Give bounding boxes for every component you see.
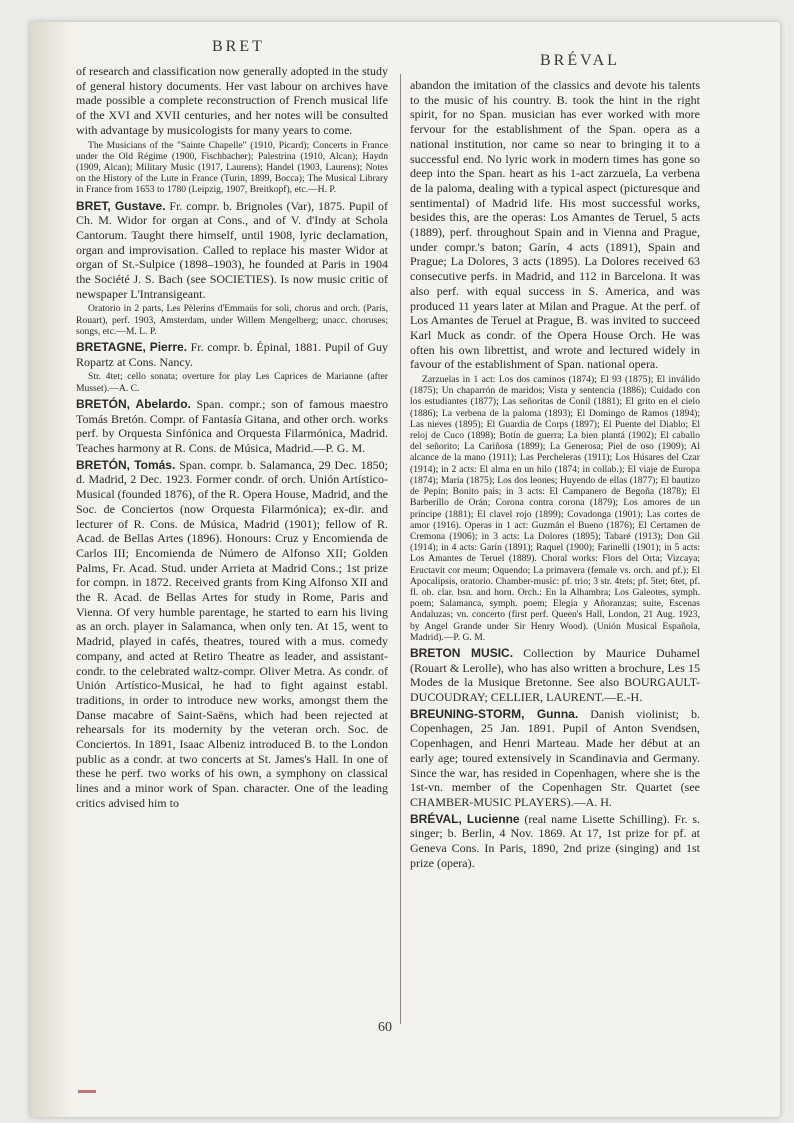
left-column — [76, 64, 388, 813]
entry-text: Span. compr.; son of famous maestro Tomás Bretón. Compr. of Fantasía Gitana, and other orch. works perf. by Orquesta Sinfónica and Orquesta Filarmónica, Madrid. Teaches harmony at R. Cons. de Música, Madrid.—P. G. M. — [76, 396, 388, 455]
page-mark — [78, 1090, 96, 1093]
entry-breton-tomas — [76, 458, 388, 811]
entry-text: Danish violinist; b. Copenhagen, 25 Jan. 1891. Pupil of Anton Svendsen, Copenhagen, and Henri Marteau. Made her début at an early age; toured extensively in Scandinavia and Germany. Since the war, has resided in Copenhagen, where she is the 1st-vn. member of the Copenhagen Str. Quartet (see CHAMBER-MUSIC PLAYERS).—A. H. — [410, 706, 700, 809]
headword: BRET, Gustave. — [76, 198, 166, 213]
entry-breton-music — [410, 646, 700, 705]
headword: BRETÓN, Tomás. — [76, 457, 176, 472]
paragraph: of research and classification now generally adopted in the study of general history documents. Her vast labour on archives have made possible a complete reconstruction of French musical life of the XVI and XVII centuries, and her notes will be consulted with advantage by musicologists for many years to come. — [76, 64, 388, 137]
headword: BREUNING-STORM, Gunna. — [410, 706, 579, 721]
headword: BRETON MUSIC. — [410, 645, 514, 660]
entry-text: Fr. compr. b. Brignoles (Var), 1875. Pupil of Ch. M. Widor for organ at Cons., and of V. d'Indy at Schola Cantorum. Taught there himself, until 1908, lyric declamation, organ and improvisation. Called to replace his master Widor at organ of St.-Sulpice (1898–1903), he founded at Paris in 1904 the Société J. S. Bach (see SOCIETIES). Is now music critic of newspaper L'Intransigeant. — [76, 198, 388, 301]
column-rule — [400, 74, 401, 1024]
entry-breval — [410, 812, 700, 871]
page-gutter — [30, 22, 74, 1117]
headword: BRETÓN, Abelardo. — [76, 396, 191, 411]
headword: BRÉVAL, Lucienne — [410, 811, 520, 826]
entry-bretagne — [76, 340, 388, 369]
entry-breton-abelardo — [76, 397, 388, 456]
page-number: 60 — [378, 1020, 392, 1035]
works-list: Zarzuelas in 1 act: Los dos caminos (1874); El 93 (1875); El inválido (1875); Un chaparrón de maridos; Vista y sentencia (1886); Cuidado con los estudiantes (1877); Las señoritas de Conil (1881); El grito en el cielo (1886); La verbena de la paloma (1893); El Domingo de Ramos (1894); Las nieves (1895); El Guardia de Corps (1897); El Puente del Diablo; El reloj de Cuco (1898); Botín de guerra; La bien plantá (1902); El caballo del señorito; La Cariñosa (1899); La Generosa; Piel de oso (1909); Al alcance de la mano (1911); Las Percheleras (1911); Los Húsares del Czar (1914); in 2 acts: El alma en un hilo (1874; in collab.); El viaje de Europa (1874); María (1875); Los dos leones; Huyendo de ellas (1877); El bautizo de Pepín; Bonito país; in 3 acts: El Campanero de Begoña (1878); El Barberillo de Orán; Corona contra corona (1879); Los amores de un príncipe (1881); El clavel rojo (1899); Covadonga (1901); Las cortes de amor (1916). Operas in 1 act: Guzmán el Bueno (1876); El Certamen de Cremona (1906); in 3 acts: La Dolores (1895); Tabaré (1913); Don Gil (1914); in 4 acts: Garín (1891); Raquel (1900); Farinelli (1901); in 5 acts: Los Amantes de Teruel (1889). Choral works: Flors del Orta; Vizcaya; Eructavit cor meum; Oquendo; La primavera (female vs. orch. and pf.); El Apocalipsis, oratorio. Chamber-music: pf. trio; 3 str. 4tets; pf. 5tet; 6tet, pf. fl. ob. clar. bsn. and horn. Orch.: En la Alhambra; Los Galeotes, symph. poem; Salamanca, symph. poem; Elegía y Añoranzas; suite, Escenas Andaluzas; vn. concerto (first perf. Queen's Hall, London, 21 Aug. 1923, by Angel Grande under Sir Henry Wood). (Unión Musical Española, Madrid).—P. G. M. — [410, 374, 700, 643]
running-head-left: BRET — [212, 38, 265, 55]
works-list: Oratorio in 2 parts, Les Pèlerins d'Emmaüs for soli, chorus and orch. (Paris, Rouart), perf. 1903, Amsterdam, under Willem Mengelberg; unacc. choruses; songs, etc.—M. L. P. — [76, 303, 388, 337]
entry-text: Fr. compr. b. Épinal, 1881. Pupil of Guy Ropartz at Cons. Nancy. — [76, 340, 388, 369]
entry-breuning-storm — [410, 707, 700, 810]
works-list: Str. 4tet; cello sonata; overture for play Les Caprices de Marianne (after Musset).—A. C. — [76, 371, 388, 394]
headword: BRETAGNE, Pierre. — [76, 340, 188, 355]
entry-bret-gustave — [76, 199, 388, 302]
entry-text: Collection by Maurice Duhamel (Rouart & Lerolle), who has also written a brochure, Les 15 Modes de la Musique Bretonne. See also BOURGAULT-DUCOUDRAY; CELLIER, LAURENT.—E.-H. — [410, 645, 700, 705]
running-head-right: BRÉVAL — [540, 52, 620, 69]
right-column — [410, 78, 700, 872]
entry-text: Span. compr. b. Salamanca, 29 Dec. 1850; d. Madrid, 2 Dec. 1923. Former condr. of orch. Unión Artístico-Musical (founded 1876), of the R. Opera House, Madrid, and the Soc. de Conciertos (now Orquesta Filarmónica); ex-dir. and lecturer of R. Cons. de Música, Madrid (1901); fellow of R. Acad. de Bellas Artes (1896). Honours: Cruz y Encomienda de Carlos III; Encomienda de Número de Alfonso XII; Golden Palms, Fr. Acad. Stud. under Arrieta at Madrid Cons.; 1st prize for compn. in 1872. Received grants from King Alfonso XII and the R. Acad. de Bellas Artes for study in Rome, Paris and Vienna. Of very humble parentage, he started to earn his living as an orch. player in Salamanca, when only ten. At 15, went to Madrid, played in cafés, theatres, toured with a mus. comedy company, and acted at Retiro Theatre as leader, and assistant-condr. to the celebrated waltz-compr. Oliver Metra. As condr. of Unión Artístico-Musical, he had to fight against establ. traditions, in order to introduce new works, amongst them the Danse macabre of Saint-Saëns, which had been rejected at rehearsals for its modernity by the veteran orch. Soc. de Conciertos. In 1891, Isaac Albeniz introduced B. to the London public as a condr. at two concerts at St. James's Hall. In one of these he perf. two works of his own, a symphony on classical lines and a minor work of Span. character. One of the leading critics advised him to — [76, 457, 388, 810]
paragraph: abandon the imitation of the classics and devote his talents to the music of his country. B. took the hint in the right spirit, for no Span. musician has ever worked with more fervour for the establishment of the Span. opera as a national institution, nor came so near to bringing it to a successful end. No lyric work in modern times has gone so deep into the Span. heart as his 1-act zarzuela, La verbena de la paloma, dealing with a typical aspect (picturesque and sentimental) of Madrid life. His most successful works, besides this, are the operas: Los Amantes de Teruel, 5 acts (1889), perf. throughout Spain and in Vienna and Prague, under compr.'s baton; Garín, 4 acts (1891), Spain and Prague; La Dolores, 3 acts (1895). La Dolores received 63 consecutive perfs. in Madrid, and 112 in Barcelona. It was also perf. with equal success in S. America, and was produced 11 years later at Milan and Prague. At the perf. of Los Amantes de Teruel at Prague, B. was invited to succeed Karl Muck as condr. of the Opera House Orch. He was often his own librettist, and wrote and lectured widely in favour of the establishment of Span. national opera. — [410, 78, 700, 372]
entry-text: (real name Lisette Schilling). Fr. s. singer; b. Berlin, 4 Nov. 1869. At 17, 1st prize for pf. at Geneva Cons. In Paris, 1890, 2nd prize (singing) and 1st prize (opera). — [410, 811, 700, 870]
bibliography: The Musicians of the "Sainte Chapelle" (1910, Picard); Concerts in France under the Old Régime (1900, Fischbacher); Palestrina (1910, Alcan); Haydn (1909, Alcan); Military Music (1917, Laurens); Handel (1903, Laurens); Notes on the History of the Lute in France (Turin, 1899, Bocca); The Musical Library in France from 1653 to 1780 (Leipzig, 1907, Breitkopf), etc.—H. P. — [76, 139, 388, 196]
